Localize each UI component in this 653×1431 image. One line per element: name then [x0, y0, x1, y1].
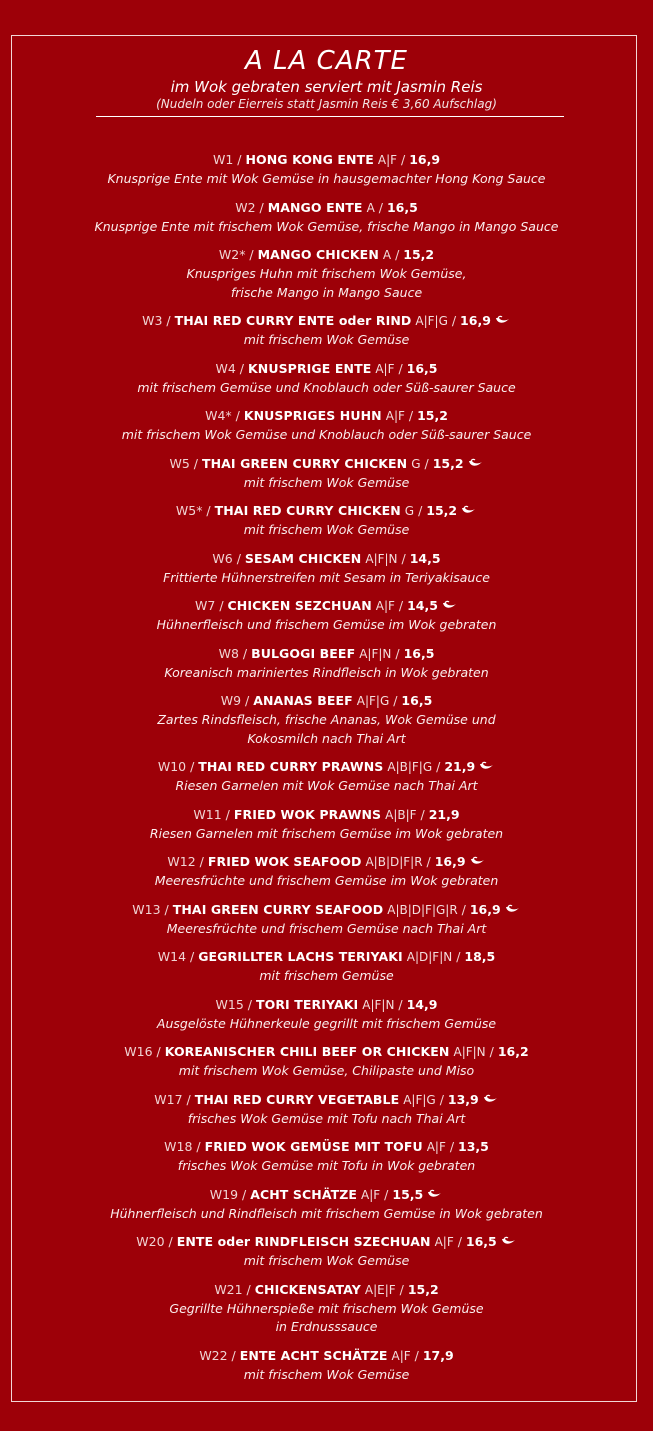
item-allergens: A|F	[375, 361, 395, 376]
item-name: CHICKENSATAY	[254, 1281, 361, 1297]
item-description: in Erdnusssauce	[275, 1319, 378, 1334]
item-description: Zartes Rindsfleisch, frische Ananas, Wok Gemüse und	[157, 712, 496, 727]
menu-item-header	[0, 406, 653, 426]
menu-item	[0, 757, 653, 796]
item-code: W21	[214, 1281, 243, 1297]
menu-item	[0, 1042, 653, 1081]
item-name: MANGO CHICKEN	[257, 247, 379, 262]
item-code: W1	[212, 152, 234, 167]
item-code: W6	[212, 550, 233, 566]
menu-header	[0, 44, 653, 112]
item-code: W14	[157, 949, 187, 964]
menu-item	[0, 596, 653, 635]
item-code: W9	[220, 693, 242, 708]
menu-item	[0, 501, 653, 540]
item-code: W19	[209, 1186, 239, 1202]
menu-item-header	[0, 1137, 653, 1157]
separator: /	[394, 598, 408, 613]
separator: /	[227, 1347, 240, 1363]
menu-subtitle: im Wok gebraten serviert mit Jasmin Reis	[170, 78, 483, 96]
item-name: HONG KONG ENTE	[245, 152, 374, 167]
separator: /	[485, 1044, 498, 1059]
menu-item-header	[0, 644, 653, 664]
item-description: Ausgelöste Hühnerkeule gegrillt mit frischem Gemüse	[156, 1015, 497, 1031]
item-description: mit frischem Wok Gemüse, Chilipaste und Miso	[178, 1063, 475, 1078]
item-price: 14,5	[409, 550, 441, 566]
item-description: Kokosmilch nach Thai Art	[247, 730, 406, 746]
separator: /	[152, 1044, 165, 1059]
item-description: mit frischem Wok Gemüse	[243, 332, 410, 347]
item-code: W13	[132, 901, 161, 917]
menu-item-header	[0, 1232, 653, 1252]
item-name: KOREANISCHER CHILI BEEF OR CHICKEN	[164, 1044, 450, 1059]
chili-icon	[467, 455, 484, 466]
menu-item-header	[0, 454, 653, 474]
separator: /	[164, 1234, 177, 1249]
separator: /	[453, 1234, 466, 1249]
item-name: THAI RED CURRY PRAWNS	[198, 759, 384, 774]
item-allergens: A|E|F	[364, 1282, 396, 1297]
separator: /	[374, 199, 387, 215]
separator: /	[452, 949, 465, 964]
item-description: mit frischem Wok Gemüse und Knoblauch oder Süß-saurer Sauce	[121, 427, 532, 442]
item-name: ACHT SCHÄTZE	[250, 1186, 358, 1202]
item-code: W16	[124, 1044, 153, 1059]
separator: /	[182, 1091, 195, 1107]
item-allergens: A|F	[361, 1187, 381, 1202]
separator: /	[235, 360, 248, 376]
item-allergens: A|F	[391, 1348, 411, 1363]
menu-item	[0, 995, 653, 1034]
separator: /	[245, 247, 258, 262]
separator: /	[447, 313, 461, 328]
menu-item-header	[0, 1280, 653, 1300]
item-name: FRIED WOK GEMÜSE MIT TOFU	[204, 1139, 423, 1154]
menu-item-header	[0, 198, 653, 218]
item-allergens: A|F	[377, 153, 398, 167]
menu-item	[0, 1185, 653, 1224]
menu-item	[0, 1346, 653, 1385]
item-price: 16,9	[434, 854, 466, 869]
item-code: W7	[195, 598, 216, 613]
menu-item	[0, 691, 653, 748]
menu-item	[0, 198, 653, 237]
item-description: Knusprige Ente mit frischem Wok Gemüse, frische Mango in Mango Sauce	[94, 218, 559, 234]
menu-item-header	[0, 1042, 653, 1062]
menu-items	[0, 150, 653, 1393]
item-allergens: A|F|N	[365, 551, 398, 566]
separator: /	[189, 455, 202, 471]
item-price: 16,5	[403, 645, 435, 661]
separator: /	[162, 313, 175, 328]
menu-item-header	[0, 1090, 653, 1110]
separator: /	[238, 645, 252, 661]
item-price: 16,5	[465, 1234, 497, 1249]
item-price: 16,9	[460, 313, 491, 328]
menu-item	[0, 245, 653, 302]
menu-item	[0, 406, 653, 445]
separator: /	[221, 806, 234, 822]
item-allergens: G	[411, 456, 421, 471]
separator: /	[389, 693, 402, 708]
menu-item	[0, 150, 653, 189]
item-name: GEGRILLTER LACHS TERIYAKI	[198, 949, 403, 964]
item-price: 14,9	[406, 996, 438, 1012]
item-allergens: A|F|G	[356, 694, 390, 708]
item-price: 16,9	[469, 901, 501, 917]
menu-item-header	[0, 757, 653, 777]
menu-item-header	[0, 596, 653, 616]
menu-item	[0, 1280, 653, 1337]
item-name: KNUSPRIGES HUHN	[243, 408, 382, 423]
separator: /	[243, 996, 256, 1012]
item-name: THAI RED CURRY ENTE oder RIND	[174, 313, 412, 328]
menu-item-header	[0, 900, 653, 920]
item-description: frisches Wok Gemüse mit Tofu in Wok gebraten	[177, 1158, 476, 1173]
menu-item-header	[0, 311, 653, 331]
item-code: W22	[199, 1347, 228, 1363]
chili-icon	[482, 1091, 499, 1102]
menu-item-header	[0, 852, 653, 872]
item-description: Meeresfrüchte und frischem Gemüse nach Thai Art	[166, 920, 487, 936]
item-price: 16,5	[386, 199, 418, 215]
separator: /	[255, 199, 268, 215]
chili-icon	[494, 312, 511, 323]
separator: /	[414, 503, 427, 518]
menu-item	[0, 359, 653, 398]
item-allergens: A|B|F|G	[387, 760, 433, 774]
separator: /	[445, 1139, 459, 1154]
item-name: SESAM CHICKEN	[244, 550, 362, 566]
menu-item-header	[0, 245, 653, 265]
separator: /	[241, 693, 254, 708]
item-description: mit frischem Wok Gemüse	[243, 1253, 410, 1268]
item-code: W12	[167, 854, 196, 869]
chili-icon	[469, 853, 486, 864]
item-description: Gegrillte Hühnerspieße mit frischem Wok Gemüse	[169, 1300, 484, 1316]
item-name: ANANAS BEEF	[253, 693, 353, 708]
item-name: THAI RED CURRY CHICKEN	[214, 503, 401, 518]
item-code: W5	[169, 455, 190, 471]
item-code: W2*	[218, 247, 246, 262]
menu-item-header	[0, 359, 653, 379]
menu-item	[0, 1137, 653, 1176]
separator: /	[420, 455, 433, 471]
menu-item-header	[0, 549, 653, 569]
item-code: W20	[136, 1234, 165, 1249]
item-description: mit frischem Wok Gemüse	[243, 474, 410, 490]
separator: /	[242, 1281, 255, 1297]
item-code: W10	[157, 759, 187, 774]
item-code: W18	[164, 1139, 193, 1154]
separator: /	[186, 759, 199, 774]
menu-item	[0, 644, 653, 683]
item-description: Koreanisch mariniertes Rindfleisch in Wok gebraten	[164, 664, 489, 680]
item-description: mit frischem Gemüse und Knoblauch oder Süß-saurer Sauce	[137, 379, 516, 395]
menu-item-header	[0, 947, 653, 967]
separator: /	[432, 759, 445, 774]
item-allergens: A|F|N	[359, 646, 392, 661]
chili-icon	[504, 901, 521, 912]
separator: /	[233, 152, 246, 167]
chili-icon	[460, 502, 477, 513]
menu-item	[0, 549, 653, 588]
separator: /	[457, 901, 470, 917]
item-price: 13,5	[458, 1139, 489, 1154]
item-description: Knusprige Ente mit Wok Gemüse in hausgemachter Hong Kong Sauce	[107, 171, 546, 186]
item-name: BULGOGI BEEF	[251, 645, 356, 661]
item-price: 15,2	[407, 1281, 439, 1297]
separator: /	[160, 901, 173, 917]
item-description: mit frischem Wok Gemüse	[243, 522, 410, 537]
separator: /	[397, 550, 410, 566]
item-name: CHICKEN SEZCHUAN	[227, 598, 372, 613]
item-code: W3	[142, 313, 163, 328]
menu-item	[0, 454, 653, 493]
separator: /	[397, 152, 410, 167]
separator: /	[186, 949, 199, 964]
item-description: Meeresfrüchte und frischem Gemüse im Wok gebraten	[154, 873, 499, 888]
item-allergens: A|D|F|N	[406, 950, 453, 964]
menu-item-header	[0, 1185, 653, 1205]
item-price: 16,9	[409, 152, 441, 167]
chili-icon	[441, 597, 458, 608]
separator: /	[391, 247, 404, 262]
item-name: TORI TERIYAKI	[255, 996, 359, 1012]
item-name: THAI GREEN CURRY SEAFOOD	[172, 901, 384, 917]
menu-item	[0, 852, 653, 891]
separator: /	[195, 854, 208, 869]
separator: /	[394, 996, 407, 1012]
item-price: 15,2	[417, 408, 448, 423]
menu-item-header	[0, 995, 653, 1015]
menu-item-header	[0, 150, 653, 170]
item-price: 15,2	[432, 455, 464, 471]
separator: /	[395, 1281, 408, 1297]
item-name: ENTE oder RINDFLEISCH SZECHUAN	[176, 1234, 431, 1249]
item-price: 18,5	[464, 949, 496, 964]
item-allergens: A|F	[385, 409, 405, 423]
item-allergens: A|F	[375, 599, 395, 613]
item-price: 16,5	[401, 693, 433, 708]
item-code: W5*	[175, 503, 203, 518]
item-allergens: G	[404, 504, 415, 518]
item-allergens: A	[382, 248, 392, 262]
separator: /	[416, 806, 429, 822]
menu-item	[0, 311, 653, 350]
chili-icon	[500, 1233, 517, 1244]
item-description: Riesen Garnelen mit Wok Gemüse nach Thai Art	[175, 778, 478, 793]
item-description: mit frischem Wok Gemüse	[243, 1366, 410, 1382]
item-price: 13,9	[447, 1091, 479, 1107]
separator: /	[192, 1139, 205, 1154]
item-price: 16,5	[406, 360, 438, 376]
item-price: 21,9	[444, 759, 476, 774]
chili-icon	[426, 1186, 443, 1197]
item-name: FRIED WOK SEAFOOD	[207, 854, 362, 869]
item-description: Hühnerfleisch und frischem Gemüse im Wok gebraten	[156, 617, 497, 632]
item-name: FRIED WOK PRAWNS	[233, 806, 382, 822]
item-allergens: A|F	[434, 1235, 454, 1249]
separator: /	[238, 1186, 251, 1202]
item-code: W15	[215, 996, 244, 1012]
item-name: THAI GREEN CURRY CHICKEN	[201, 455, 408, 471]
separator: /	[404, 408, 418, 423]
item-allergens: A|F|G	[415, 314, 448, 328]
item-code: W4	[215, 360, 236, 376]
item-allergens: A|B|D|F|R	[365, 855, 423, 869]
separator: /	[215, 598, 228, 613]
item-allergens: A|F|N	[453, 1045, 486, 1059]
item-code: W8	[218, 645, 239, 661]
item-price: 15,2	[403, 247, 435, 262]
menu-item	[0, 947, 653, 986]
item-name: ENTE ACHT SCHÄTZE	[239, 1347, 388, 1363]
item-description: mit frischem Gemüse	[259, 968, 394, 983]
item-name: THAI RED CURRY VEGETABLE	[194, 1091, 400, 1107]
item-code: W4*	[205, 408, 232, 423]
separator: /	[380, 1186, 393, 1202]
item-description: frisches Wok Gemüse mit Tofu nach Thai Art	[187, 1110, 466, 1126]
separator: /	[231, 408, 244, 423]
item-allergens: A|F	[426, 1140, 446, 1154]
item-allergens: A|F|N	[362, 997, 395, 1012]
menu-item	[0, 1090, 653, 1129]
item-description: Hühnerfleisch und Rindfleisch mit frischem Gemüse in Wok gebraten	[110, 1205, 543, 1221]
item-price: 17,9	[422, 1347, 454, 1363]
item-description: Riesen Garnelen mit frischem Gemüse im Wok gebraten	[149, 825, 504, 841]
item-description: Knuspriges Huhn mit frischem Wok Gemüse,	[186, 266, 467, 281]
item-description: Frittierte Hühnerstreifen mit Sesam in Teriyakisauce	[163, 569, 490, 585]
item-name: KNUSPRIGE ENTE	[247, 360, 372, 376]
item-price: 21,9	[428, 806, 460, 822]
item-name: MANGO ENTE	[267, 199, 363, 215]
menu-item	[0, 805, 653, 844]
item-price: 16,2	[497, 1044, 529, 1059]
item-allergens: A|F|G	[403, 1092, 436, 1107]
menu-item-header	[0, 691, 653, 711]
item-price: 15,5	[392, 1186, 424, 1202]
item-allergens: A|B|F	[385, 807, 417, 822]
menu-item	[0, 900, 653, 939]
menu-title: A LA CARTE	[245, 46, 408, 76]
separator: /	[232, 550, 245, 566]
item-price: 14,5	[407, 598, 438, 613]
item-allergens: A|B|D|F|G|R	[387, 902, 458, 917]
separator: /	[202, 503, 215, 518]
item-price: 15,2	[426, 503, 458, 518]
item-code: W11	[193, 806, 222, 822]
header-divider	[96, 116, 564, 117]
item-description: frische Mango in Mango Sauce	[230, 284, 423, 300]
menu-item	[0, 1232, 653, 1271]
separator: /	[435, 1091, 448, 1107]
separator: /	[394, 360, 407, 376]
menu-item-header	[0, 1346, 653, 1366]
item-code: W2	[235, 199, 256, 215]
chili-icon	[478, 758, 495, 769]
item-allergens: A	[366, 200, 375, 215]
separator: /	[391, 645, 404, 661]
menu-item-header	[0, 805, 653, 825]
menu-item-header	[0, 501, 653, 521]
menu-note: (Nudeln oder Eierreis statt Jasmin Reis € 3,60 Aufschlag)	[156, 97, 497, 111]
separator: /	[410, 1347, 423, 1363]
item-code: W17	[154, 1091, 183, 1107]
separator: /	[422, 854, 435, 869]
